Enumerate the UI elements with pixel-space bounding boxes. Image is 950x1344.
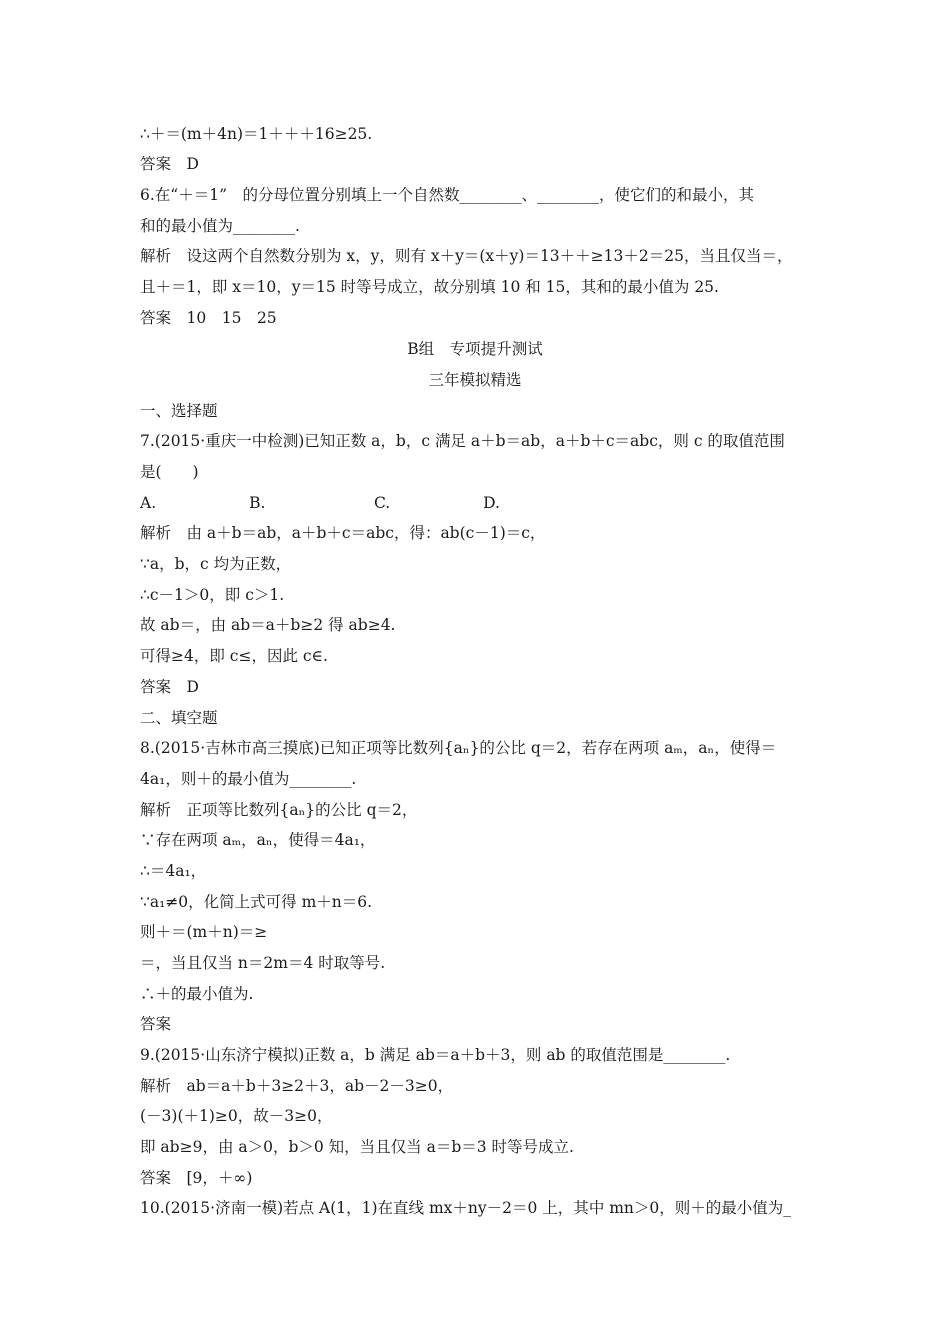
text-line: ∴c－1＞0，即 c＞1. — [140, 586, 285, 604]
choices-line: A. B. C. D. — [140, 494, 500, 512]
text-line: 则＋＝(m＋n)＝≥ — [140, 923, 268, 941]
text-line: ∴＋＝(m＋4n)＝1＋＋＋16≥25. — [140, 125, 373, 143]
question-7: 7.(2015·重庆一中检测)已知正数 a，b，c 满足 a＋b＝ab，a＋b＋c＝abc，则 c 的取值范围 — [140, 432, 785, 450]
text-line: ∵a，b，c 均为正数， — [140, 555, 292, 573]
part-heading: 一、选择题 — [140, 402, 218, 420]
section-heading: B组 专项提升测试 — [407, 340, 543, 358]
text-line: ∴＝4a₁， — [140, 862, 207, 880]
solution-line: 解析 正项等比数列{aₙ}的公比 q＝2， — [140, 801, 418, 819]
answer-line: 答案 D — [140, 155, 199, 173]
text-line: (－3)(＋1)≥0，故－3≥0， — [140, 1107, 333, 1125]
question-10: 10.(2015·济南一模)若点 A(1，1)在直线 mx＋ny－2＝0 上，其中 mn＞0，则＋的最小值为_ — [140, 1199, 792, 1217]
text-line: 4a₁，则＋的最小值为________. — [140, 770, 357, 788]
text-line: 且＋＝1，即 x＝10，y＝15 时等号成立，故分别填 10 和 15，其和的最小值为 25. — [140, 278, 719, 296]
question-9: 9.(2015·山东济宁模拟)正数 a，b 满足 ab＝a＋b＋3，则 ab 的取值范围是________. — [140, 1046, 731, 1064]
solution-line: 解析 设这两个自然数分别为 x，y，则有 x＋y＝(x＋y)＝13＋＋≥13＋2＝25，当且仅当＝， — [140, 247, 793, 265]
text-line: 即 ab≥9，由 a＞0，b＞0 知，当且仅当 a＝b＝3 时等号成立. — [140, 1138, 574, 1156]
solution-line: 解析 由 a＋b＝ab，a＋b＋c＝abc，得：ab(c－1)＝c， — [140, 524, 546, 542]
text-line: 可得≥4，即 c≤，因此 c∈. — [140, 647, 328, 665]
section-subheading: 三年模拟精选 — [428, 371, 522, 389]
text-line: 故 ab＝，由 ab＝a＋b≥2 得 ab≥4. — [140, 616, 396, 634]
answer-line: 答案 10 15 25 — [140, 309, 277, 327]
answer-line: 答案 D — [140, 678, 199, 696]
answer-line: 答案 — [140, 1015, 172, 1033]
text-line: ∵存在两项 aₘ，aₙ，使得＝4a₁， — [140, 831, 376, 849]
answer-line: 答案 [9，＋∞) — [140, 1169, 253, 1187]
text-line: ∵a₁≠0，化简上式可得 m＋n＝6. — [140, 893, 373, 911]
text-line: ＝，当且仅当 n＝2m＝4 时取等号. — [140, 954, 386, 972]
text-line: 和的最小值为________. — [140, 217, 300, 235]
question-8: 8.(2015·吉林市高三摸底)已知正项等比数列{aₙ}的公比 q＝2，若存在两项 aₘ，aₙ，使得＝ — [140, 739, 777, 757]
solution-line: 解析 ab＝a＋b＋3≥2＋3，ab－2－3≥0， — [140, 1077, 454, 1095]
question-6: 6.在“＋＝1” 的分母位置分别填上一个自然数________、________，使它们的和最小，其 — [140, 186, 755, 204]
part-heading: 二、填空题 — [140, 709, 218, 727]
text-line: ∴＋的最小值为. — [140, 985, 254, 1003]
text-line: 是( ) — [140, 463, 199, 481]
